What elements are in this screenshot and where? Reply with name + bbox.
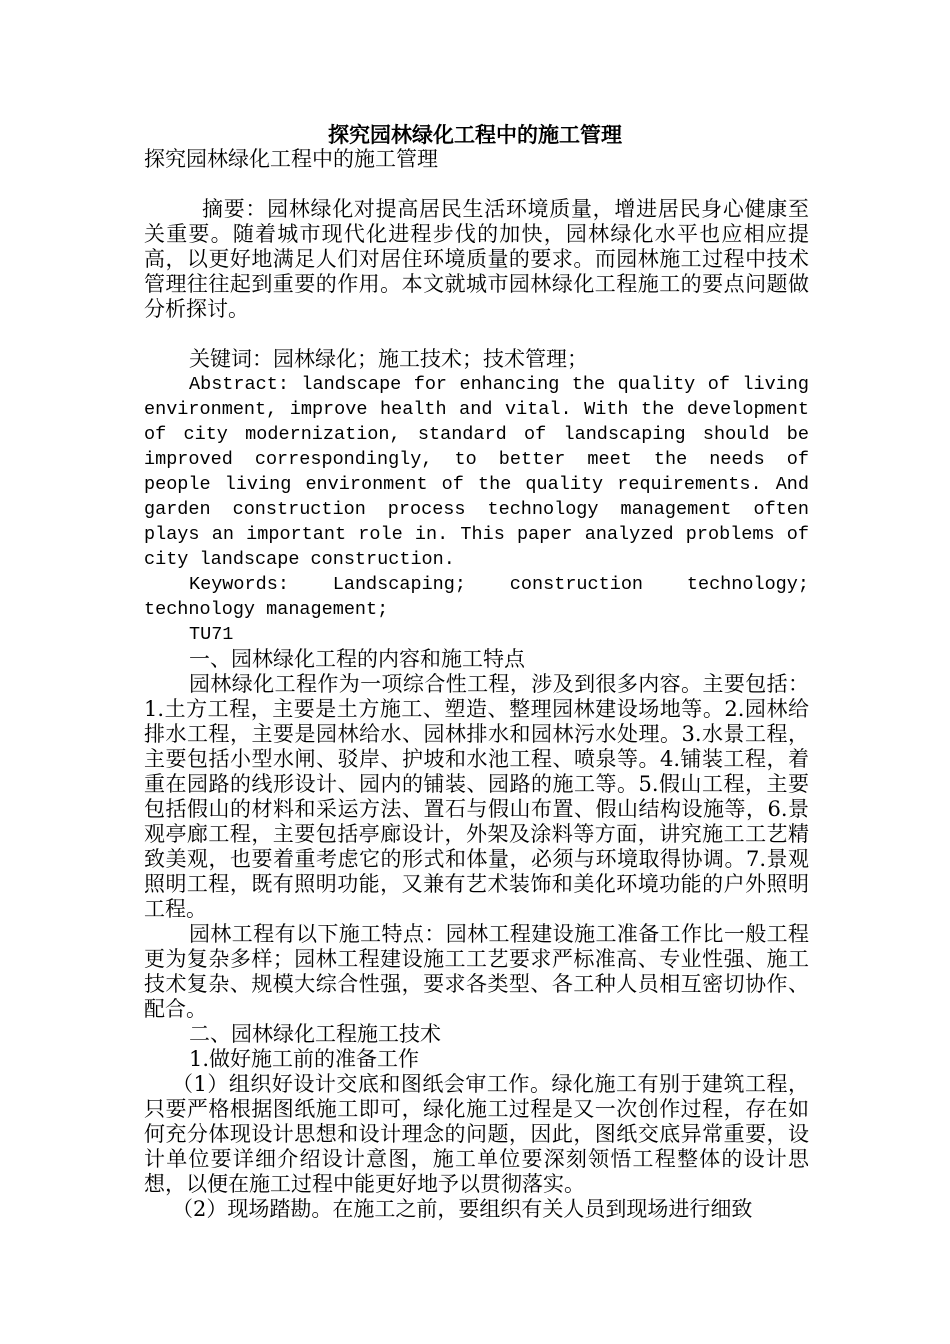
abstract-english: Abstract: landscape for enhancing the quality of living environment, improve health and vital. With the development of city modernization, standard of landscaping should be improved correspondingly, to better meet the needs of people living environment of the quality requirements. And garden construction process technology management often plays an important role in. This paper analyzed problems of city landscape construction. xyxy=(144,374,809,570)
abstract-chinese: 摘要：园林绿化对提高居民生活环境质量，增进居民身心健康至关重要。随着城市现代化进程步伐的加快，园林绿化水平也应相应提高，以更好地满足人们对居住环境质量的要求。而园林施工过程中技术管理往往起到重要的作用。本文就城市园林绿化工程施工的要点问题做分析探讨。 xyxy=(144,197,809,321)
list-item-2: （2）现场踏勘。在施工之前，要组织有关人员到现场进行细致 xyxy=(172,1197,753,1221)
section-heading-2: 二、园林绿化工程施工技术 xyxy=(189,1022,441,1046)
document-title: 探究园林绿化工程中的施工管理 xyxy=(328,123,622,147)
section1-paragraph-2: 园林工程有以下施工特点：园林工程建设施工准备工作比一般工程更为复杂多样；园林工程建设施工工艺要求严标准高、专业性强、施工技术复杂、规模大综合性强，要求各类型、各工种人员相互密切协作、配合。 xyxy=(144,922,809,1021)
keywords-chinese: 关键词：园林绿化；施工技术；技术管理； xyxy=(189,347,588,371)
document-subtitle: 探究园林绿化工程中的施工管理 xyxy=(144,147,438,171)
section1-paragraph-1: 园林绿化工程作为一项综合性工程，涉及到很多内容。主要包括：1.土方工程，主要是土方施工、塑造、整理园林建设场地等。2.园林给排水工程，主要是园林给水、园林排水和园林污水处理。3.水景工程，主要包括小型水闸、驳岸、护坡和水池工程、喷泉等。4.铺装工程，着重在园路的线形设计、园内的铺装、园路的施工等。5.假山工程，主要包括假山的材料和采运方法、置石与假山布置、假山结构设施等，6.景观亭廊工程，主要包括亭廊设计，外架及涂料等方面，讲究施工工艺精致美观，也要着重考虑它的形式和体量，必须与环境取得协调。7.景观照明工程，既有照明功能，又兼有艺术装饰和美化环境功能的户外照明工程。 xyxy=(144,672,809,921)
list-item-1: （1）组织好设计交底和图纸会审工作。绿化施工有别于建筑工程，只要严格根据图纸施工即可，绿化施工过程是又一次创作过程，存在如何充分体现设计思想和设计理念的问题，因此，图纸交底异常重要，设计单位要详细介绍设计意图，施工单位要深刻领悟工程整体的设计思想，以便在施工过程中能更好地予以贯彻落实。 xyxy=(144,1072,809,1196)
subsection-heading-1: 1.做好施工前的准备工作 xyxy=(189,1047,420,1071)
blank-line xyxy=(144,322,809,347)
classification-code: TU71 xyxy=(189,624,234,645)
section-heading-1: 一、园林绿化工程的内容和施工特点 xyxy=(189,647,525,671)
blank-line xyxy=(144,172,809,197)
keywords-english: Keywords: Landscaping; construction technology; technology management; xyxy=(144,574,809,620)
document-body xyxy=(144,147,809,1222)
